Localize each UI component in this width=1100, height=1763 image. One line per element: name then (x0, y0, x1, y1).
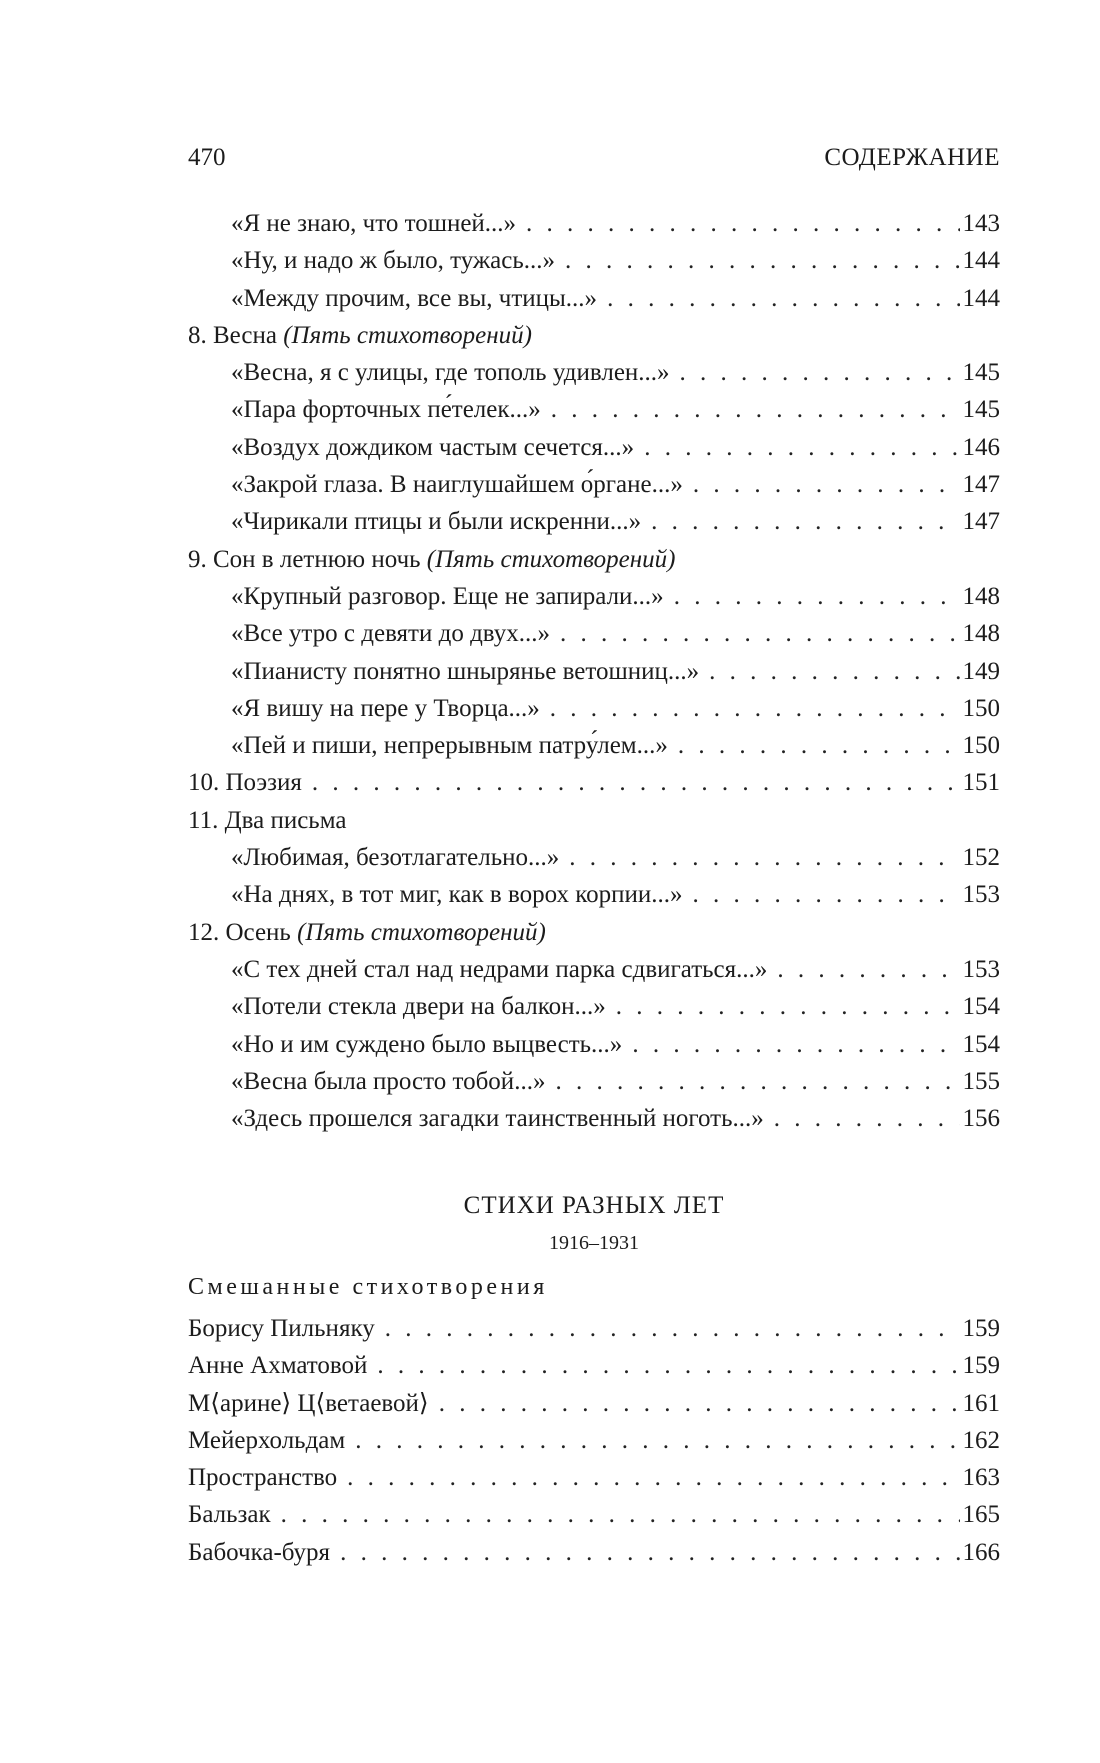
dot-leader (526, 205, 959, 242)
toc-entry (188, 653, 1000, 690)
toc-entry-title: Анне Ахматовой (188, 1352, 368, 1380)
toc-entry (188, 802, 1000, 839)
toc-entry-title: Бальзак (188, 1501, 271, 1529)
toc-entry-title: 8. Весна (Пять стихотворений) (188, 321, 532, 349)
toc-entry-page: 153 (962, 955, 1000, 983)
toc-entry (188, 690, 1000, 727)
toc-entry-subtitle: (Пять стихотворений) (283, 321, 532, 349)
dot-leader (692, 876, 959, 913)
toc-entry-page: 153 (962, 881, 1000, 909)
toc-entry-title: «Все утро с девяти до двух...» (231, 620, 550, 648)
toc-entry (188, 615, 1000, 652)
toc-entry-page: 144 (962, 284, 1000, 312)
toc-entry (188, 876, 1000, 913)
toc-entry-page: 161 (962, 1389, 1000, 1417)
dot-leader (607, 280, 959, 317)
toc-entry-page: 151 (962, 769, 1000, 797)
toc-entry (188, 1347, 1000, 1384)
toc-entry-title: «Крупный разговор. Еще не запирали...» (231, 582, 664, 610)
dot-leader (616, 988, 960, 1025)
dot-leader (377, 1347, 959, 1384)
dot-leader (340, 1534, 959, 1571)
dot-leader (347, 1459, 959, 1496)
toc-entry-title: М⟨арине⟩ Ц⟨ветаевой⟩ (188, 1389, 429, 1417)
toc-entry-page: 144 (962, 247, 1000, 275)
toc-entry (188, 1310, 1000, 1347)
dot-leader (674, 578, 960, 615)
toc-entry-page: 147 (962, 471, 1000, 499)
section-title: СТИХИ РАЗНЫХ ЛЕТ (463, 1192, 725, 1219)
toc-entry-page: 146 (962, 433, 1000, 461)
toc-entry (188, 914, 1000, 951)
toc-entry-title: 10. Поэзия (188, 769, 302, 797)
dot-leader (560, 615, 960, 652)
toc-entry (188, 429, 1000, 466)
toc-entry (188, 1496, 1000, 1533)
toc-entry-title: «Воздух дождиком частым сечется...» (231, 433, 635, 461)
toc-entry-page: 159 (962, 1352, 1000, 1380)
toc-entry-page: 148 (962, 582, 1000, 610)
toc-entry (188, 764, 1000, 801)
toc-entry-title: «Весна, я с улицы, где тополь удивлен...» (231, 359, 670, 387)
toc-entry (188, 988, 1000, 1025)
toc-entry-page: 147 (962, 508, 1000, 536)
toc-entry-page: 155 (962, 1067, 1000, 1095)
toc-entry-page: 162 (962, 1426, 1000, 1454)
running-head (188, 144, 1000, 178)
dot-leader (355, 1422, 959, 1459)
dot-leader (680, 354, 960, 391)
toc-entry-title: Пространство (188, 1464, 338, 1492)
section-years: 1916–1931 (549, 1232, 639, 1254)
dot-leader (385, 1310, 960, 1347)
toc-entry-title: «Я вишу на пере у Творца...» (231, 694, 540, 722)
dot-leader (569, 839, 959, 876)
dot-leader (709, 653, 959, 690)
toc-entry-title: «Я не знаю, что тошней...» (231, 210, 517, 237)
toc-entry (188, 951, 1000, 988)
toc-entry (188, 578, 1000, 615)
toc-entry-title: 11. Два письма (188, 806, 347, 834)
toc-entry (188, 466, 1000, 503)
toc-entry-page: 154 (962, 1030, 1000, 1058)
toc-entry-page: 165 (962, 1501, 1000, 1529)
toc-entry-page: 159 (962, 1315, 1000, 1342)
toc-entry (188, 541, 1000, 578)
toc-entry (188, 1100, 1000, 1137)
toc-entry-page: 150 (962, 732, 1000, 760)
toc-entry-page: 150 (962, 694, 1000, 722)
toc-entry (188, 839, 1000, 876)
toc-entry-title: 12. Осень (Пять стихотворений) (188, 918, 546, 946)
toc-entry-page: 149 (962, 657, 1000, 685)
toc-entry-title: «Между прочим, все вы, чтицы...» (231, 284, 598, 312)
toc-entry (188, 1459, 1000, 1496)
dot-leader (312, 764, 960, 801)
toc-entry-title: «Потели стекла двери на балкон...» (231, 993, 606, 1021)
toc-entry-page: 145 (962, 396, 1000, 424)
toc-entry-title: Бабочка-буря (188, 1538, 331, 1566)
toc-entry (188, 391, 1000, 428)
toc-entry-title: «Весна была просто тобой...» (231, 1067, 546, 1095)
running-title: СОДЕРЖАНИЕ (824, 144, 1000, 171)
section-heading (188, 1192, 1000, 1255)
toc-entry-title: «С тех дней стал над недрами парка сдвигаться...» (231, 955, 768, 983)
toc-entry-title: «Ну, и надо ж было, тужась...» (231, 247, 556, 275)
toc-entry-title: «На днях, в тот миг, как в ворох корпии...» (231, 881, 683, 909)
dot-leader (693, 466, 960, 503)
dot-leader (644, 429, 959, 466)
toc-entry (188, 1534, 1000, 1571)
toc-entry (188, 205, 1000, 242)
dot-leader (281, 1496, 960, 1533)
toc-entry (188, 503, 1000, 540)
toc-entry (188, 280, 1000, 317)
toc-entry-title: «Пей и пиши, непрерывным патру́лем...» (231, 732, 668, 760)
toc-entry-title: «Но и им суждено было выцвесть...» (231, 1030, 623, 1058)
toc-entry (188, 1422, 1000, 1459)
dot-leader (774, 1100, 960, 1137)
toc-entry-page: 143 (962, 210, 1000, 237)
dot-leader (651, 503, 959, 540)
toc-entry (188, 354, 1000, 391)
toc-entry-subtitle: (Пять стихотворений) (426, 545, 676, 573)
toc-entry-page: 148 (962, 620, 1000, 648)
dot-leader (555, 1063, 959, 1100)
toc-entry-page: 156 (962, 1105, 1000, 1133)
toc-entry-page: 145 (962, 359, 1000, 387)
dot-leader (632, 1026, 959, 1063)
toc-entry (188, 727, 1000, 764)
toc-entry (188, 1063, 1000, 1100)
toc-entry-page: 163 (962, 1464, 1000, 1492)
dot-leader (565, 242, 959, 279)
toc-entry-title: «Любимая, безотлагательно...» (231, 844, 560, 872)
toc-entry-page: 152 (962, 844, 1000, 872)
toc-entry (188, 317, 1000, 354)
toc-entry-page: 154 (962, 993, 1000, 1021)
toc-entry-title: «Закрой глаза. В наиглушайшем о́ргане...» (231, 471, 683, 499)
toc-entry-subtitle: (Пять стихотворений) (297, 918, 546, 946)
toc-entry (188, 242, 1000, 279)
toc-entry-title: «Чирикали птицы и были искренни...» (231, 508, 642, 536)
dot-leader (777, 951, 959, 988)
dot-leader (439, 1385, 960, 1422)
dot-leader (550, 690, 960, 727)
toc-entry-page: 166 (962, 1538, 1000, 1566)
toc-entry-title: «Здесь прошелся загадки таинственный ноготь...» (231, 1105, 764, 1133)
subsection-title: Смешанные стихотворения (188, 1274, 548, 1300)
toc-entry-title: «Пара форточных пе́телек...» (231, 396, 541, 424)
toc-entry-title: Борису Пильняку (188, 1315, 375, 1342)
toc-entry-title: «Пианисту понятно шнырянье ветошниц...» (231, 657, 700, 685)
dot-leader (551, 391, 960, 428)
toc-entry (188, 1385, 1000, 1422)
toc-entry (188, 1026, 1000, 1063)
page-number: 470 (188, 144, 226, 171)
toc-top-list (188, 205, 1000, 1137)
dot-leader (678, 727, 960, 764)
toc-entry-title: Мейерхольдам (188, 1426, 346, 1454)
toc-bottom-list (188, 1310, 1000, 1571)
toc-entry-title: 9. Сон в летнюю ночь (Пять стихотворений) (188, 545, 676, 573)
